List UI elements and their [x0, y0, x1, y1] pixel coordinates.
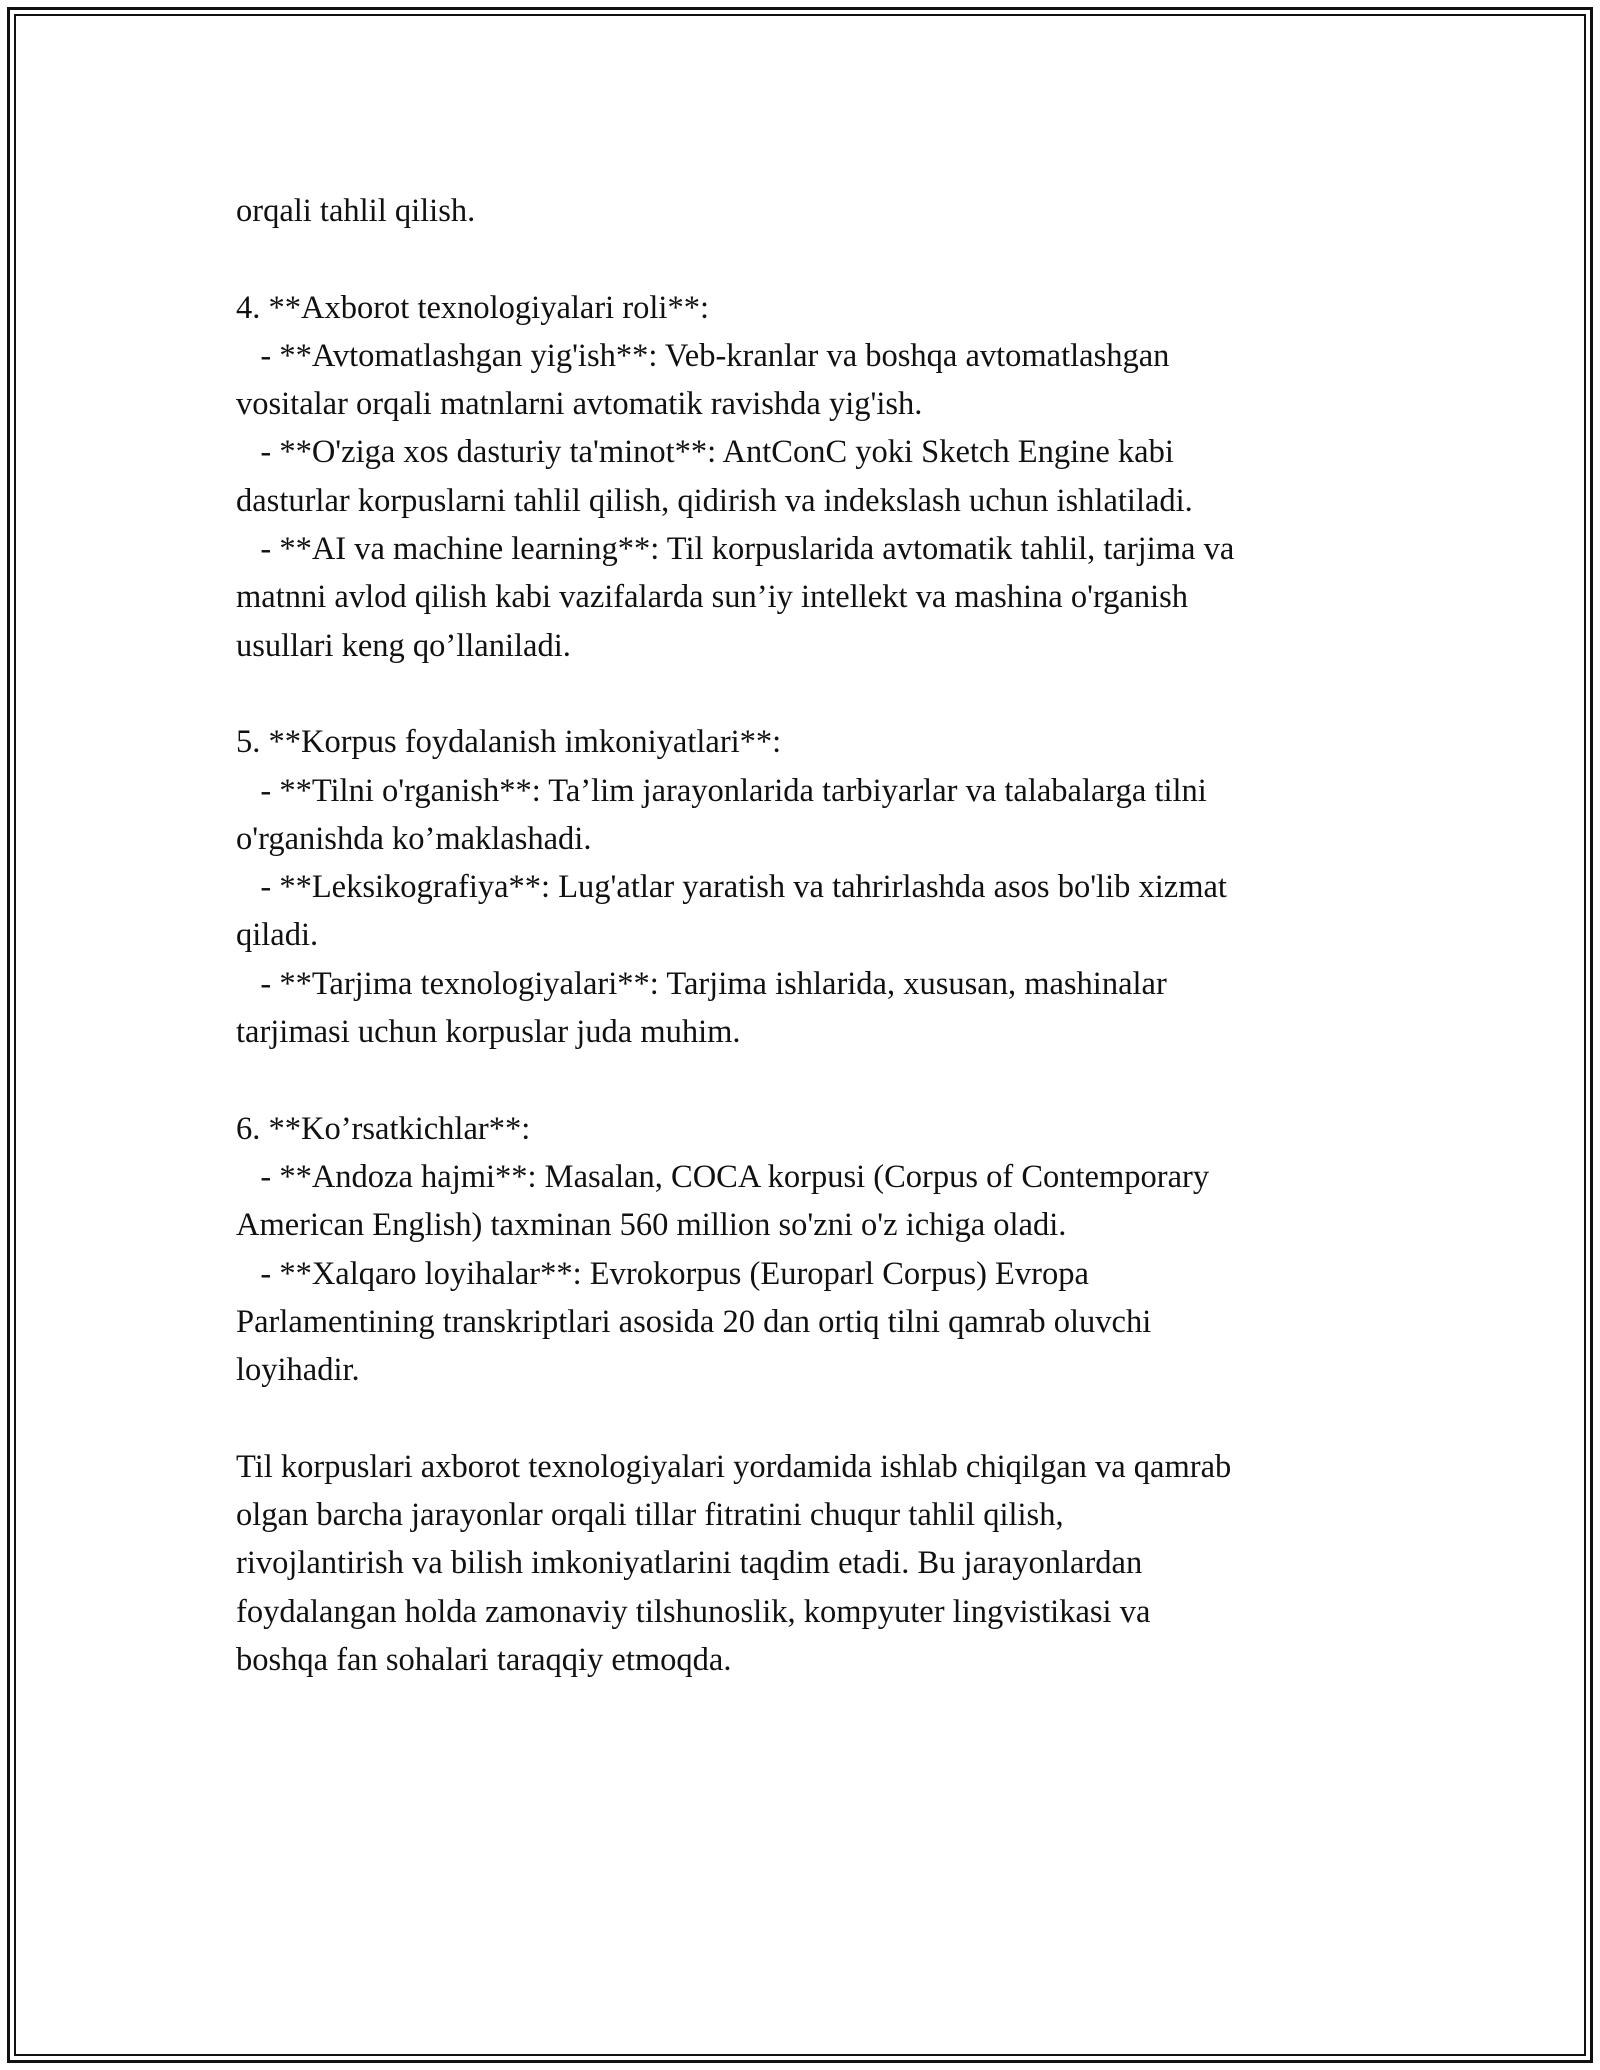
- section-heading: 5. **Korpus foydalanish imkoniyatlari**:: [236, 724, 782, 761]
- conclusion-line: olgan barcha jarayonlar orqali tillar fitratini chuqur tahlil qilish,: [236, 1497, 1064, 1534]
- text-line: orqali tahlil qilish.: [236, 193, 476, 229]
- bullet-line: - **AI va machine learning**: Til korpuslarida avtomatik tahlil, tarjima va: [236, 531, 1235, 568]
- bullet-line: - **Andoza hajmi**: Masalan, COCA korpusi (Corpus of Contemporary: [236, 1158, 1210, 1195]
- conclusion-line: foydalangan holda zamonaviy tilshunoslik, kompyuter lingvistikasi va: [236, 1593, 1151, 1630]
- bullet-line: - **Xalqaro loyihalar**: Evrokorpus (Europarl Corpus) Evropa: [236, 1255, 1089, 1292]
- text-line: tarjimasi uchun korpuslar juda muhim.: [236, 1014, 741, 1051]
- conclusion-line: boshqa fan sohalari taraqqiy etmoqda.: [236, 1641, 732, 1678]
- bullet-line: - **Tilni o'rganish**: Ta’lim jarayonlarida tarbiyarlar va talabalarga tilni: [236, 772, 1207, 809]
- text-line: matnni avlod qilish kabi vazifalarda sun’iy intellekt va mashina o'rganish: [236, 579, 1189, 616]
- bullet-line: - **Tarjima texnologiyalari**: Tarjima ishlarida, xususan, mashinalar: [236, 965, 1167, 1002]
- text-line: qiladi.: [236, 917, 319, 954]
- blank-line: [236, 235, 1376, 283]
- text-line: Parlamentining transkriptlari asosida 20 dan ortiq tilni qamrab oluvchi: [236, 1303, 1152, 1340]
- blank-line: [236, 1056, 1376, 1104]
- document-body: [236, 187, 1376, 1684]
- bullet-line: - **Avtomatlashgan yig'ish**: Veb-kranlar va boshqa avtomatlashgan: [236, 337, 1170, 374]
- conclusion-line: rivojlantirish va bilish imkoniyatlarini taqdim etadi. Bu jarayonlardan: [236, 1545, 1143, 1582]
- text-line: vositalar orqali matnlarni avtomatik ravishda yig'ish.: [236, 386, 923, 423]
- blank-line: [236, 1394, 1376, 1442]
- bullet-line: - **Leksikografiya**: Lug'atlar yaratish va tahrirlashda asos bo'lib xizmat: [236, 869, 1227, 906]
- section-heading: 6. **Ko’rsatkichlar**:: [236, 1110, 531, 1147]
- conclusion-line: Til korpuslari axborot texnologiyalari yordamida ishlab chiqilgan va qamrab: [236, 1448, 1232, 1485]
- blank-line: [236, 670, 1376, 718]
- text-line: American English) taxminan 560 million so'zni o'z ichiga oladi.: [236, 1207, 1067, 1244]
- text-line: o'rganishda ko’maklashadi.: [236, 820, 592, 857]
- text-line: usullari keng qo’llaniladi.: [236, 627, 571, 664]
- text-line: dasturlar korpuslarni tahlil qilish, qidirish va indekslash uchun ishlatiladi.: [236, 482, 1193, 519]
- text-line: loyihadir.: [236, 1352, 360, 1389]
- bullet-line: - **O'ziga xos dasturiy ta'minot**: AntConC yoki Sketch Engine kabi: [236, 434, 1174, 471]
- section-heading: 4. **Axborot texnologiyalari roli**:: [236, 289, 709, 326]
